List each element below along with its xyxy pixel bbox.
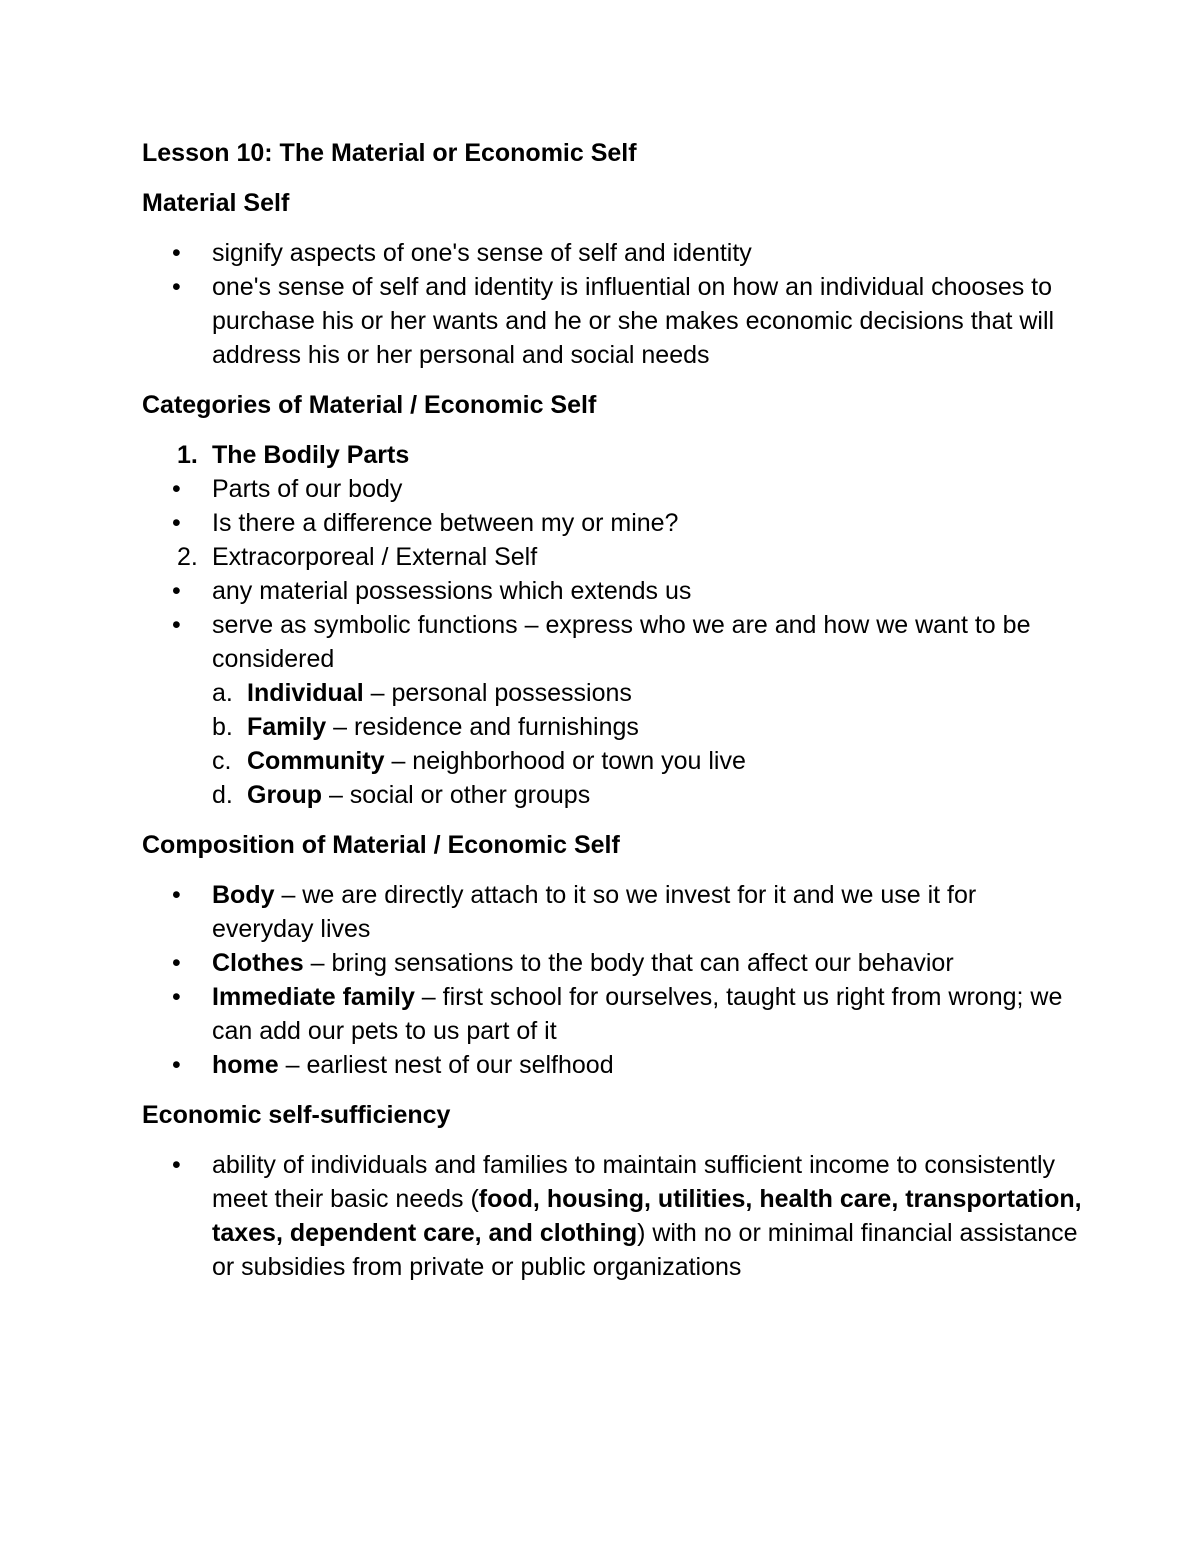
sub-term: Individual: [247, 679, 364, 707]
bullet-icon: •: [172, 475, 181, 503]
sufficiency-text-before: ability of individuals and families to maintain sufficient income to consistently meet their basic needs (: [212, 1151, 1056, 1213]
heading-sufficiency: Economic self-sufficiency: [142, 1101, 451, 1129]
item-desc: – earliest nest of our selfhood: [278, 1051, 614, 1079]
sub-desc: – residence and furnishings: [326, 713, 639, 741]
sub-term: Group: [247, 781, 322, 809]
numbered-item-2: [142, 540, 1082, 574]
bullet-icon: •: [172, 509, 181, 537]
bullet-icon: •: [172, 1151, 181, 1179]
item-label: The Bodily Parts: [212, 441, 410, 469]
item-term: Clothes: [212, 949, 304, 977]
bullet-icon: •: [172, 949, 181, 977]
item-term: Body: [212, 881, 275, 909]
sub-letter: a.: [212, 679, 233, 707]
item-label: Extracorporeal / External Self: [212, 543, 538, 571]
bullet-icon: •: [172, 1051, 181, 1079]
item-desc: – bring sensations to the body that can affect our behavior: [303, 949, 954, 977]
sub-item-c: [142, 744, 1082, 778]
bullet-icon: •: [172, 881, 181, 909]
material-self-list: [142, 236, 1082, 372]
list-item: [142, 574, 1082, 608]
bullet-icon: •: [172, 273, 181, 301]
item-number: 2.: [177, 543, 198, 571]
sub-desc: – neighborhood or town you live: [384, 747, 746, 775]
sub-item-b: [142, 710, 1082, 744]
sufficiency-needs: food, housing, utilities, health care, transportation, taxes, dependent care, and clothing: [212, 1185, 1082, 1247]
bullet-icon: •: [172, 239, 181, 267]
list-item-text: signify aspects of one's sense of self and identity: [212, 239, 752, 267]
item-term: Immediate family: [212, 983, 415, 1011]
list-item: [142, 878, 1082, 946]
item-desc: – we are directly attach to it so we invest for it and we use it for everyday lives: [212, 881, 977, 943]
sub-letter: b.: [212, 713, 233, 741]
sub-desc: – social or other groups: [322, 781, 591, 809]
list-item-text: Parts of our body: [212, 475, 403, 503]
item-number: 1.: [177, 441, 198, 469]
heading-material-self: Material Self: [142, 189, 290, 217]
bullet-icon: •: [172, 983, 181, 1011]
list-item: [142, 506, 1082, 540]
heading-composition: Composition of Material / Economic Self: [142, 831, 620, 859]
lesson-title: Lesson 10: The Material or Economic Self: [142, 139, 637, 167]
list-item: [142, 472, 1082, 506]
categories-list: [142, 438, 1082, 812]
sufficiency-list: [142, 1148, 1082, 1284]
list-item: [142, 236, 1082, 270]
sufficiency-text-after: ) with no or minimal financial assistance or subsidies from private or public organizations: [212, 1219, 1078, 1281]
list-item-text: one's sense of self and identity is influential on how an individual chooses to purchase his or her wants and he or she makes economic decisions that will address his or her personal and social needs: [212, 273, 1055, 369]
heading-categories: Categories of Material / Economic Self: [142, 391, 597, 419]
sub-item-d: [142, 778, 1082, 812]
bullet-icon: •: [172, 611, 181, 639]
sub-letter: d.: [212, 781, 233, 809]
list-item: [142, 1148, 1082, 1284]
sub-desc: – personal possessions: [363, 679, 632, 707]
list-item: [142, 270, 1082, 372]
list-item: [142, 980, 1082, 1048]
list-item-text: any material possessions which extends us: [212, 577, 692, 605]
list-item-text: Is there a difference between my or mine?: [212, 509, 679, 537]
composition-list: [142, 878, 1082, 1082]
list-item: [142, 1048, 1082, 1082]
sub-term: Family: [247, 713, 327, 741]
item-desc: – first school for ourselves, taught us right from wrong; we can add our pets to us part of it: [212, 983, 1063, 1045]
document-page: [142, 136, 1082, 1284]
list-item: [142, 608, 1082, 676]
sub-letter: c.: [212, 747, 232, 775]
list-item: [142, 946, 1082, 980]
bullet-icon: •: [172, 577, 181, 605]
list-item-text: serve as symbolic functions – express who we are and how we want to be considered: [212, 611, 1031, 673]
numbered-item-1: [142, 438, 1082, 472]
item-term: home: [212, 1051, 279, 1079]
sub-term: Community: [247, 747, 385, 775]
sub-item-a: [142, 676, 1082, 710]
